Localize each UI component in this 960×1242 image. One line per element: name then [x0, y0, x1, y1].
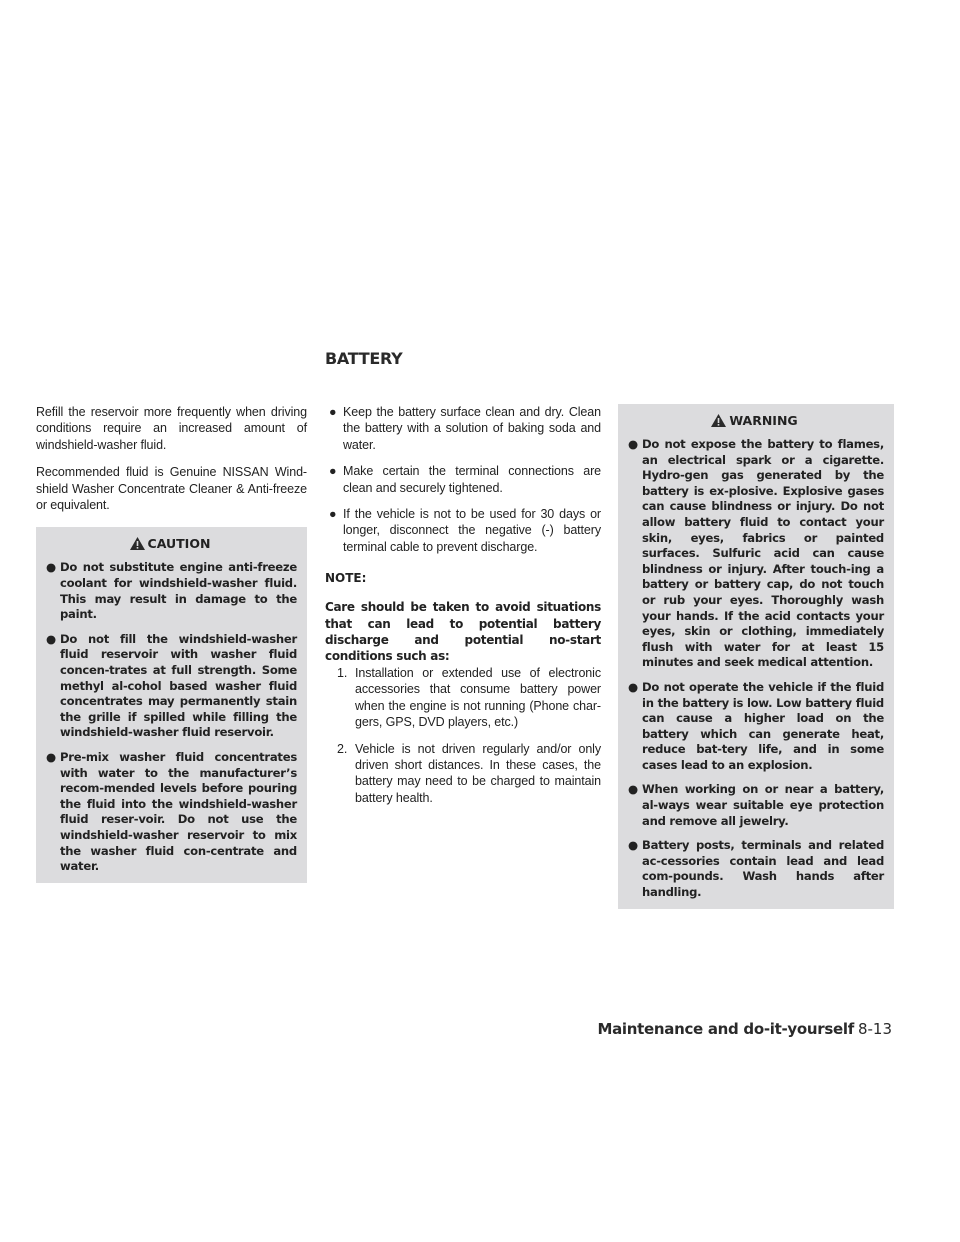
caution-list — [42, 560, 297, 874]
caution-label: CAUTION — [147, 535, 211, 551]
bullet-icon: ● — [329, 507, 337, 522]
footer-page-number: 8-13 — [857, 1020, 892, 1038]
warning-triangle-icon — [129, 536, 146, 551]
battery-tips-list — [325, 404, 601, 555]
bullet-icon: ● — [628, 679, 638, 694]
caution-item: ● Do not substitute engine anti-freeze coolant for windshield-washer fluid. This may result in damage to the paint. — [46, 560, 297, 622]
section-title: BATTERY — [325, 349, 403, 368]
note-item: 2. Vehicle is not driven regularly and/or only driven short distances. In these cases, the battery may need to be charged to maintain battery health. — [337, 741, 601, 805]
caution-header — [42, 534, 297, 552]
battery-tip-item: ● Make certain the terminal connections are clean and securely tightened. — [329, 464, 601, 495]
warning-item: ● Do not operate the vehicle if the fluid in the battery is low. Low battery fluid can cause a higher load on the battery which can generate heat, reduce bat-tery life, and in some cases lead to an explosion. — [628, 679, 884, 772]
note-list — [325, 665, 601, 806]
warning-item: ● Battery posts, terminals and related ac-cessories contain lead and lead com-pounds. Wash hands after handling. — [628, 838, 884, 900]
caution-item: ● Pre-mix washer fluid concentrates with water to the manufacturer’s recom-mended levels before pouring the fluid into the windshield-washer fluid reser-voir. Do not use the windshield-washer reservoir to mix the washer fluid con-centrate and water. — [46, 749, 297, 874]
bullet-icon: ● — [46, 631, 56, 646]
intro-paragraph: Refill the reservoir more frequently when driving conditions require an increased amount of windshield-washer fluid. — [36, 405, 307, 452]
column-middle — [325, 404, 601, 816]
warning-triangle-icon — [710, 413, 727, 428]
note-label: NOTE: — [325, 571, 367, 586]
column-left — [36, 404, 307, 883]
bullet-icon: ● — [329, 405, 337, 419]
warning-item: ● When working on or near a battery, al-ways wear suitable eye protection and remove all jewelry. — [628, 782, 884, 828]
footer-chapter-title: Maintenance and do-it-yourself — [597, 1020, 854, 1038]
warning-label: WARNING — [729, 412, 798, 428]
warning-box — [618, 404, 894, 909]
bullet-icon: ● — [46, 560, 56, 575]
bullet-icon: ● — [628, 838, 638, 853]
warning-list — [624, 437, 884, 901]
column-right — [618, 404, 894, 909]
battery-tip-item: ● Keep the battery surface clean and dry. Clean the battery with a solution of baking soda and water. — [329, 405, 601, 452]
battery-tip-item: ● If the vehicle is not to be used for 30 days or longer, disconnect the negative (-) battery terminal cable to prevent discharge. — [329, 507, 601, 554]
warning-header — [624, 411, 884, 429]
bullet-icon: ● — [628, 782, 638, 797]
caution-box — [36, 527, 307, 882]
note-text: Care should be taken to avoid situations that can lead to potential battery discharge and potential no-start conditions such as: — [325, 600, 601, 664]
note-item: 1. Installation or extended use of electronic accessories that consume battery power when the engine is not running (Phone char-gers, GPS, DVD players, etc.) — [337, 665, 601, 730]
warning-item: ● Do not expose the battery to flames, an electrical spark or a cigarette. Hydro-gen gas generated by the battery is ex-plosive. Explosive gases can cause blindness or injury. Do not allow battery fluid to contact your skin, eyes, fabrics or painted surfaces. Sulfuric acid can cause blindness or injury. After touch-ing a battery or battery cap, do not touch or rub your eyes. Thoroughly wash your hands. If the acid contacts your eyes, skin or clothing, immediately flush with water for at least 15 minutes and seek medical attention. — [628, 437, 884, 670]
bullet-icon: ● — [628, 437, 638, 451]
recommended-fluid-paragraph: Recommended fluid is Genuine NISSAN Wind-shield Washer Concentrate Cleaner & Anti-freeze or equivalent. — [36, 465, 307, 513]
page-footer — [597, 1020, 892, 1038]
caution-item: ● Do not fill the windshield-washer fluid reservoir with washer fluid concen-trates at full strength. Some methyl al-cohol based washer fluid concentrates may permanently stain the grille if spilled while filling the windshield-washer fluid reservoir. — [46, 631, 297, 740]
bullet-icon: ● — [46, 749, 56, 764]
bullet-icon: ● — [329, 464, 337, 479]
